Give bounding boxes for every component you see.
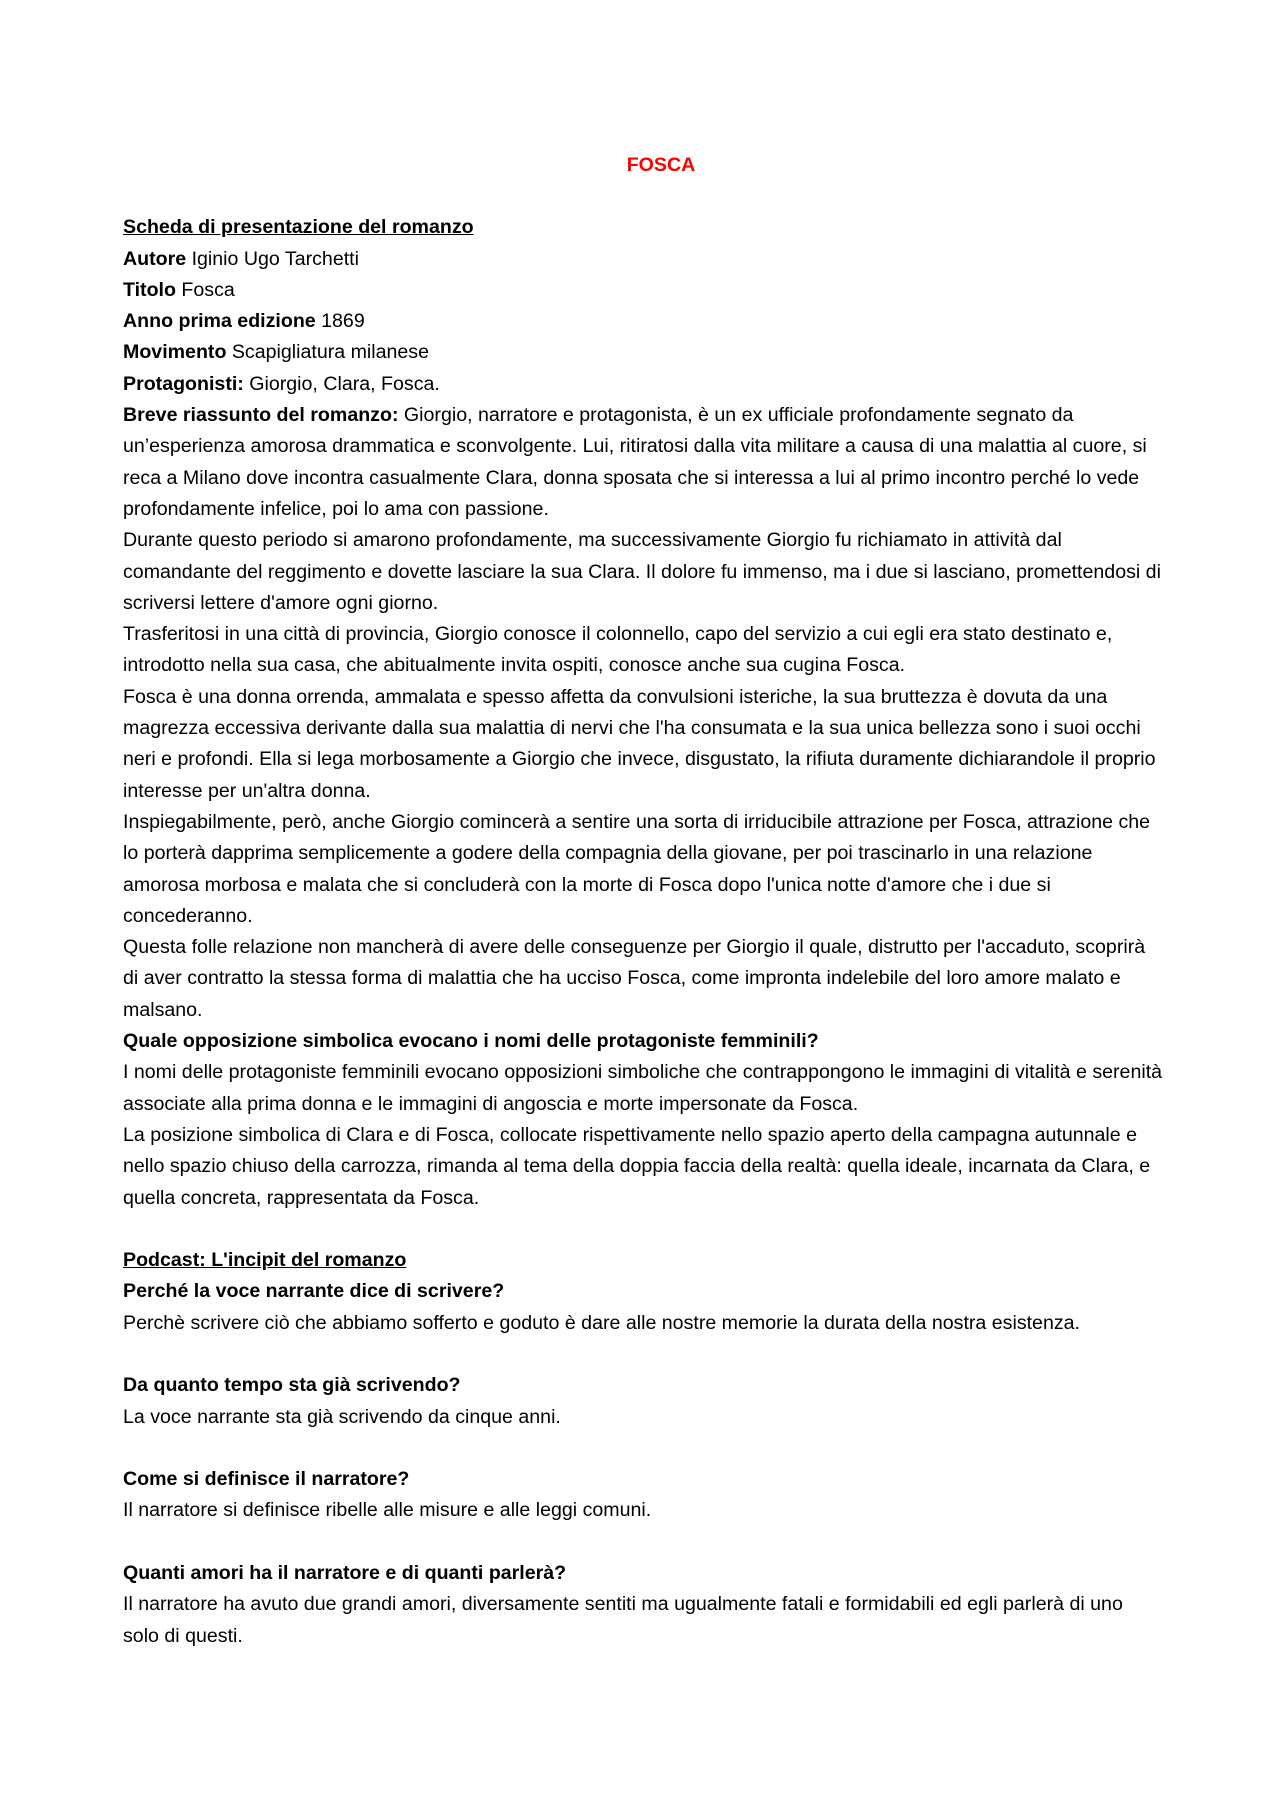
question-4: Quanti amori ha il narratore e di quanti parlerà? (123, 1562, 567, 1585)
document-page (123, 150, 1163, 1652)
riassunto-paragraph-4: Fosca è una donna orrenda, ammalata e spesso affetta da convulsioni isteriche, la sua bruttezza è dovuta da una magrezza eccessiva derivante dalla sua malattia di nervi che l'ha consumata e la sua unica bellezza sono i suoi occhi neri e profondi. Ella si lega morbosamente a Giorgio che invece, disgustato, la rifiuta duramente dichiarandole il proprio interesse per un'altra donna. (123, 685, 1156, 802)
spacer (123, 1339, 1163, 1370)
document-title: FOSCA (626, 154, 696, 176)
answer-2: La voce narrante sta già scrivendo da cinque anni. (123, 1405, 561, 1428)
answer-1: Perchè scrivere ciò che abbiamo sofferto e goduto è dare alle nostre memorie la durata della nostra esistenza. (123, 1311, 1080, 1334)
field-value: 1869 (315, 310, 365, 333)
answer-4: Il narratore ha avuto due grandi amori, diversamente sentiti ma ugualmente fatali e formidabili ed egli parlerà di uno solo di questi. (123, 1593, 1123, 1647)
field-label: Movimento (123, 341, 227, 364)
field-value: Scapigliatura milanese (226, 341, 429, 364)
answer-3: Il narratore si definisce ribelle alle misure e alle leggi comuni. (123, 1499, 652, 1522)
field-titolo (123, 275, 1163, 306)
field-value: Fosca (175, 278, 235, 301)
paragraph-text: Giorgio, narratore e protagonista, è un ex ufficiale profondamente segnato da un’esperienza amorosa drammatica e sconvolgente. Lui, ritiratosi dalla vita militare a causa di una malattia al cuore, si reca a Milano dove incontra casualmente Clara, donna sposata che si interessa a lui al primo incontro perché lo vede profondamente infelice, poi lo ama con passione. (123, 404, 1147, 520)
question-opposizione: Quale opposizione simbolica evocano i nomi delle protagoniste femminili? (123, 1030, 819, 1053)
question-1: Perché la voce narrante dice di scrivere? (123, 1280, 505, 1303)
field-anno (123, 306, 1163, 337)
spacer (123, 1527, 1163, 1558)
question-2: Da quanto tempo sta già scrivendo? (123, 1374, 461, 1397)
field-value: Iginio Ugo Tarchetti (186, 247, 359, 270)
riassunto-paragraph-1 (123, 400, 1163, 525)
field-label: Protagonisti: (123, 372, 244, 395)
spacer (123, 1214, 1163, 1245)
section-heading-podcast: Podcast: L'incipit del romanzo (123, 1249, 407, 1272)
answer-opposizione-1: I nomi delle protagoniste femminili evocano opposizioni simboliche che contrappongono le immagini di vitalità e serenità associate alla prima donna e le immagini di angoscia e morte impersonate da Fosca. (123, 1061, 1163, 1115)
field-protagonisti (123, 369, 1163, 400)
section-heading-scheda: Scheda di presentazione del romanzo (123, 216, 474, 239)
riassunto-paragraph-2: Durante questo periodo si amarono profondamente, ma successivamente Giorgio fu richiamato in attività dal comandante del reggimento e dovette lasciare la sua Clara. Il dolore fu immenso, ma i due si lasciano, promettendosi di scriversi lettere d'amore ogni giorno. (123, 529, 1161, 614)
question-3: Come si definisce il narratore? (123, 1468, 410, 1491)
field-value: Giorgio, Clara, Fosca. (243, 372, 440, 395)
field-autore (123, 244, 1163, 275)
field-label: Titolo (123, 278, 176, 301)
field-label: Breve riassunto del romanzo: (123, 404, 399, 427)
riassunto-paragraph-6: Questa folle relazione non mancherà di avere delle conseguenze per Giorgio il quale, distrutto per l'accaduto, scoprirà di aver contratto la stessa forma di malattia che ha ucciso Fosca, come impronta indelebile del loro amore malato e malsano. (123, 936, 1146, 1021)
field-label: Autore (123, 247, 187, 270)
answer-opposizione-2: La posizione simbolica di Clara e di Fosca, collocate rispettivamente nello spazio aperto della campagna autunnale e nello spazio chiuso della carrozza, rimanda al tema della doppia faccia della realtà: quella ideale, incarnata da Clara, e quella concreta, rappresentata da Fosca. (123, 1123, 1151, 1209)
riassunto-paragraph-3: Trasferitosi in una città di provincia, Giorgio conosce il colonnello, capo del servizio a cui egli era stato destinato e, introdotto nella sua casa, che abitualmente invita ospiti, conosce anche sua cugina Fosca. (123, 623, 1113, 677)
riassunto-paragraph-5: Inspiegabilmente, però, anche Giorgio comincerà a sentire una sorta di irriducibile attrazione per Fosca, attrazione che lo porterà dapprima semplicemente a godere della compagnia della giovane, per poi trascinarlo in una relazione amorosa morbosa e malata che si concluderà con la morte di Fosca dopo l'unica notte d'amore che i due si concederanno. (123, 810, 1151, 927)
spacer (123, 1433, 1163, 1464)
field-movimento (123, 337, 1163, 368)
field-label: Anno prima edizione (123, 310, 316, 333)
